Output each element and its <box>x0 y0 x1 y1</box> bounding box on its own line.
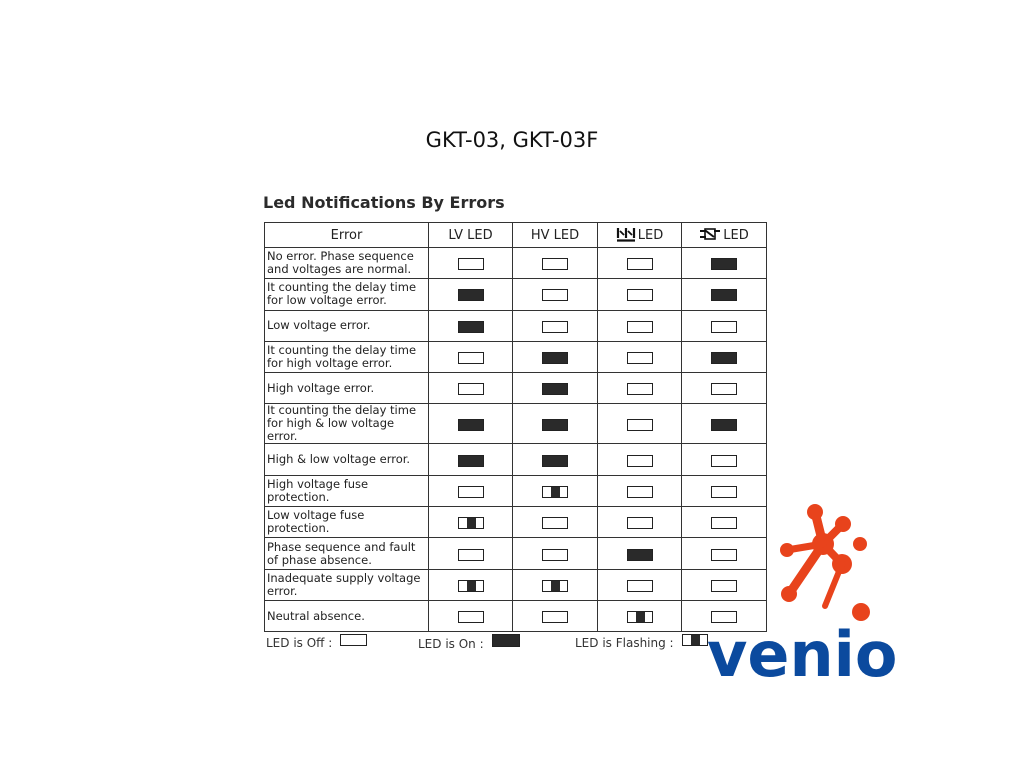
phase-led-cell <box>598 475 682 506</box>
hv-led-cell <box>513 310 598 341</box>
led-flash-indicator <box>542 580 568 592</box>
led-off-indicator <box>458 549 484 561</box>
lv-led-cell <box>429 569 513 600</box>
relay-led-cell <box>682 310 767 341</box>
led-off-indicator <box>627 455 653 467</box>
led-off-indicator <box>542 517 568 529</box>
phase-led-cell <box>598 569 682 600</box>
relay-icon <box>699 227 721 242</box>
hv-led-cell <box>513 475 598 506</box>
led-off-indicator <box>627 258 653 270</box>
table-header-row <box>265 223 767 248</box>
error-description: High voltage error. <box>265 373 429 404</box>
led-off-indicator <box>458 611 484 623</box>
led-off-indicator <box>458 383 484 395</box>
relay-led-cell <box>682 341 767 372</box>
header-hv-led: HV LED <box>513 223 598 248</box>
phase-led-cell <box>598 600 682 631</box>
phase-led-cell <box>598 373 682 404</box>
led-off-indicator <box>711 383 737 395</box>
led-off-indicator <box>627 580 653 592</box>
hv-led-cell <box>513 341 598 372</box>
table-row <box>265 569 767 600</box>
relay-led-cell <box>682 248 767 279</box>
hv-led-cell <box>513 404 598 444</box>
header-error: Error <box>265 223 429 248</box>
led-off-indicator <box>711 455 737 467</box>
led-off-indicator <box>627 321 653 333</box>
hv-led-cell <box>513 569 598 600</box>
lv-led-cell <box>429 341 513 372</box>
venio-logo <box>705 498 935 688</box>
phase-led-cell <box>598 310 682 341</box>
legend-led-flashing-indicator <box>682 634 708 646</box>
led-notification-table <box>264 222 767 632</box>
led-off-indicator <box>542 258 568 270</box>
led-off-indicator <box>542 549 568 561</box>
lv-led-cell <box>429 507 513 538</box>
table-row <box>265 248 767 279</box>
section-title: Led Notifications By Errors <box>263 193 505 212</box>
error-description: It counting the delay time for high voltage error. <box>265 341 429 372</box>
led-flash-indicator <box>627 611 653 623</box>
legend-off-label: LED is Off : <box>266 636 333 650</box>
header-phase-led <box>598 223 682 248</box>
led-flash-indicator <box>458 580 484 592</box>
led-on-indicator <box>711 258 737 270</box>
header-relay-led-label: LED <box>723 228 749 243</box>
led-on-indicator <box>458 455 484 467</box>
lv-led-cell <box>429 310 513 341</box>
led-off-indicator <box>711 486 737 498</box>
led-flash-indicator <box>458 517 484 529</box>
error-description: High & low voltage error. <box>265 444 429 475</box>
error-description: Low voltage fuse protection. <box>265 507 429 538</box>
phase-led-cell <box>598 538 682 569</box>
led-off-indicator <box>627 289 653 301</box>
led-on-indicator <box>542 383 568 395</box>
phase-led-cell <box>598 507 682 538</box>
hv-led-cell <box>513 507 598 538</box>
document-title: GKT-03, GKT-03F <box>425 128 599 152</box>
lv-led-cell <box>429 404 513 444</box>
lv-led-cell <box>429 475 513 506</box>
led-off-indicator <box>627 419 653 431</box>
logo-dots-icon <box>780 504 870 621</box>
phase-led-cell <box>598 404 682 444</box>
header-phase-led-label: LED <box>637 228 664 243</box>
phase-led-cell <box>598 279 682 310</box>
led-off-indicator <box>458 486 484 498</box>
lv-led-cell <box>429 538 513 569</box>
lv-led-cell <box>429 248 513 279</box>
table-row <box>265 279 767 310</box>
led-on-indicator <box>458 289 484 301</box>
led-off-indicator <box>627 517 653 529</box>
phase-led-cell <box>598 341 682 372</box>
table-row <box>265 373 767 404</box>
table-row <box>265 310 767 341</box>
table-row <box>265 341 767 372</box>
legend-led-off-indicator <box>340 634 367 646</box>
led-off-indicator <box>627 486 653 498</box>
relay-led-cell <box>682 373 767 404</box>
hv-led-cell <box>513 279 598 310</box>
phase-led-cell <box>598 248 682 279</box>
led-off-indicator <box>627 383 653 395</box>
table-row <box>265 538 767 569</box>
table-row <box>265 404 767 444</box>
table-row <box>265 600 767 631</box>
lv-led-cell <box>429 279 513 310</box>
led-off-indicator <box>542 321 568 333</box>
legend-flashing <box>575 634 708 650</box>
table-row <box>265 507 767 538</box>
hv-led-cell <box>513 538 598 569</box>
error-description: It counting the delay time for high & low voltage error. <box>265 404 429 444</box>
error-description: Neutral absence. <box>265 600 429 631</box>
phase-sequence-icon <box>616 227 636 242</box>
legend-on-label: LED is On : <box>418 637 484 651</box>
error-description: Phase sequence and fault of phase absence. <box>265 538 429 569</box>
led-off-indicator <box>458 258 484 270</box>
hv-led-cell <box>513 444 598 475</box>
led-off-indicator <box>458 352 484 364</box>
led-off-indicator <box>627 352 653 364</box>
table-row <box>265 475 767 506</box>
error-description: Low voltage error. <box>265 310 429 341</box>
error-description: It counting the delay time for low voltage error. <box>265 279 429 310</box>
header-relay-led <box>682 223 767 248</box>
led-on-indicator <box>458 419 484 431</box>
led-on-indicator <box>542 419 568 431</box>
relay-led-cell <box>682 279 767 310</box>
led-on-indicator <box>627 549 653 561</box>
legend-led-on-indicator <box>492 634 520 647</box>
table-row <box>265 444 767 475</box>
led-off-indicator <box>542 289 568 301</box>
error-description: No error. Phase sequence and voltages are normal. <box>265 248 429 279</box>
error-description: High voltage fuse protection. <box>265 475 429 506</box>
led-on-indicator <box>711 289 737 301</box>
led-on-indicator <box>711 419 737 431</box>
relay-led-cell <box>682 444 767 475</box>
led-off-indicator <box>711 321 737 333</box>
logo-wordmark: venio <box>707 618 898 688</box>
hv-led-cell <box>513 248 598 279</box>
led-on-indicator <box>542 352 568 364</box>
hv-led-cell <box>513 600 598 631</box>
led-on-indicator <box>711 352 737 364</box>
relay-led-cell <box>682 404 767 444</box>
lv-led-cell <box>429 373 513 404</box>
lv-led-cell <box>429 600 513 631</box>
error-description: Inadequate supply voltage error. <box>265 569 429 600</box>
lv-led-cell <box>429 444 513 475</box>
legend-flashing-label: LED is Flashing : <box>575 636 674 650</box>
led-on-indicator <box>542 455 568 467</box>
legend-on <box>418 634 520 651</box>
legend-off <box>266 634 367 650</box>
led-flash-indicator <box>542 486 568 498</box>
led-off-indicator <box>542 611 568 623</box>
header-lv-led: LV LED <box>429 223 513 248</box>
hv-led-cell <box>513 373 598 404</box>
led-on-indicator <box>458 321 484 333</box>
phase-led-cell <box>598 444 682 475</box>
